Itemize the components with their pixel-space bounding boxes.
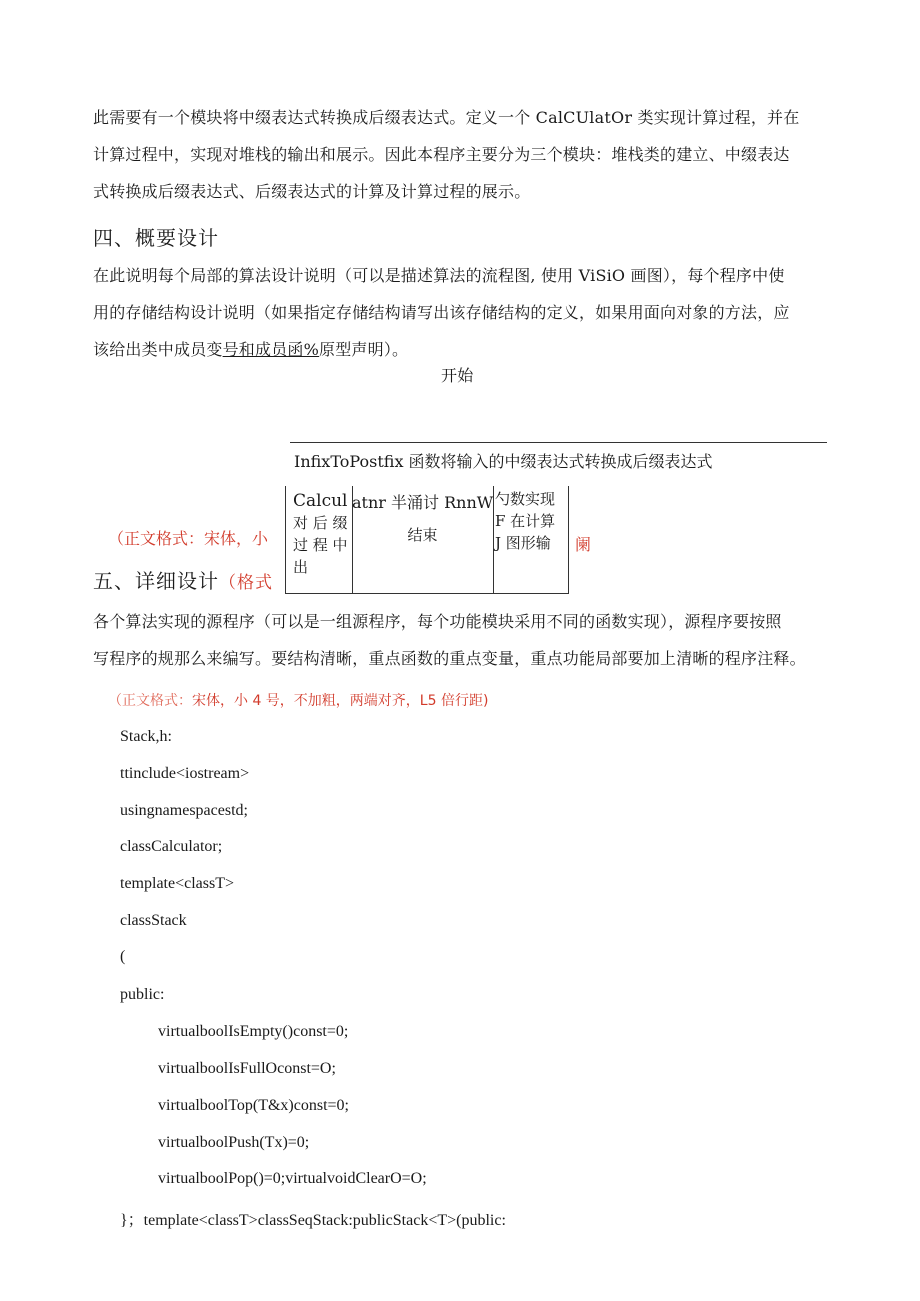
flowchart-box-divider-2 — [493, 486, 494, 594]
intro-line-3: 式转换成后缀表达式、后缀表达式的计算及计算过程的展示。 — [93, 182, 531, 201]
flowchart-box-left-border — [285, 486, 286, 594]
section4-title: 四、概要设计 — [93, 226, 219, 250]
intro-line-2: 计算过程中，实现对堆栈的输出和展示。因此本程序主要分为三个模块：堆栈类的建立、中缀表达 — [93, 145, 790, 164]
flowchart-box-2-line-1: atnr 半涌讨 RnnW — [352, 493, 494, 512]
code-line: virtualboolPop()=0;virtualvoidClearO=O; — [158, 1170, 427, 1187]
flowchart-box-1-line-3: 过 程 中 — [293, 536, 348, 554]
code-line: classCalculator; — [120, 838, 223, 855]
section5-title-note: （格式 — [219, 573, 273, 593]
section4-line-3 — [93, 342, 408, 358]
flowchart-box-3-line-1: 勺数实现 — [495, 490, 556, 508]
flowchart-box-1 — [293, 490, 351, 578]
code-line: public: — [120, 986, 165, 1003]
code-line: usingnamespacestd; — [120, 802, 248, 819]
intro-line-1: 此需要有一个模块将中缀表达式转换成后缀表达式。定义一个 CalCUlatOr 类实现计算过程，并在 — [93, 108, 800, 127]
code-line: virtualboolIsEmpty()const=0; — [158, 1023, 349, 1040]
flowchart-box-3-line-3: J 图形输 — [495, 534, 551, 552]
section5-format-note-body: 宋体，小 4 号，不加粗，两端对齐，L5 倍行距) — [192, 693, 489, 709]
flowchart-box-bottom-border — [285, 593, 569, 594]
code-line: classStack — [120, 912, 187, 929]
code-line: ( — [120, 948, 126, 965]
flowchart-box-1-line-4: 出 — [293, 558, 309, 576]
section5-line-2: 写程序的规那么来编写。要结构清晰，重点函数的重点变量，重点功能局部要加上清晰的程序注释。 — [93, 649, 806, 668]
flowchart-box-right-border — [568, 486, 569, 594]
section5-format-note — [108, 690, 488, 710]
flowchart-box-1-line-1: Calcul — [293, 491, 348, 511]
code-line: virtualboolIsFullOconst=O; — [158, 1060, 336, 1077]
flowchart-start: 开始 — [441, 366, 474, 385]
section4-line-1: 在此说明每个局部的算法设计说明（可以是描述算法的流程图, 使用 ViSiO 画图），每个程序中使 — [93, 266, 785, 285]
code-line: virtualboolTop(T&x)const=0; — [158, 1097, 349, 1114]
section4-line-3-b: 号和成员函% — [222, 340, 320, 359]
section5-title: 五、详细设计 — [93, 569, 219, 593]
flowchart-infix-label: InfixToPostfix 函数将输入的中缀表达式转换成后缀表达式 — [294, 452, 713, 471]
code-line: ttinclude<iostream> — [120, 765, 250, 782]
code-line: template<classT> — [120, 875, 235, 892]
flowchart-box-1-line-2: 对 后 缀 — [293, 514, 348, 532]
flowchart-top-line — [290, 442, 827, 443]
section5-line-1: 各个算法实现的源程序（可以是一组源程序，每个功能模块采用不同的函数实现），源程序要按照 — [93, 612, 782, 631]
section4-line-3-c: 原型声明）。 — [319, 340, 409, 359]
flowchart-box-2-line-2: 结束 — [407, 526, 438, 544]
flowchart-side-right-note: 阑 — [575, 535, 592, 554]
flowchart-box-3 — [495, 488, 567, 554]
section4-line-3-a: 该给出类中成员变 — [93, 340, 223, 359]
code-line: }；template<classT>classSeqStack:publicStack<T>(public: — [120, 1212, 506, 1229]
section4-line-2: 用的存储结构设计说明（如果指定存储结构请写出该存储结构的定义，如果用面向对象的方法，应 — [93, 303, 790, 322]
flowchart-side-left-note: （正文格式：宋体，小 — [108, 529, 269, 548]
section5-format-note-prefix: （正文格式： — [108, 693, 192, 709]
code-line: Stack,h: — [120, 728, 172, 745]
flowchart-box-3-line-2: F 在计算 — [495, 512, 556, 530]
code-line: virtualboolPush(Tx)=0; — [158, 1134, 310, 1151]
section5-title-row — [93, 570, 273, 594]
flowchart-box-2 — [352, 492, 493, 546]
